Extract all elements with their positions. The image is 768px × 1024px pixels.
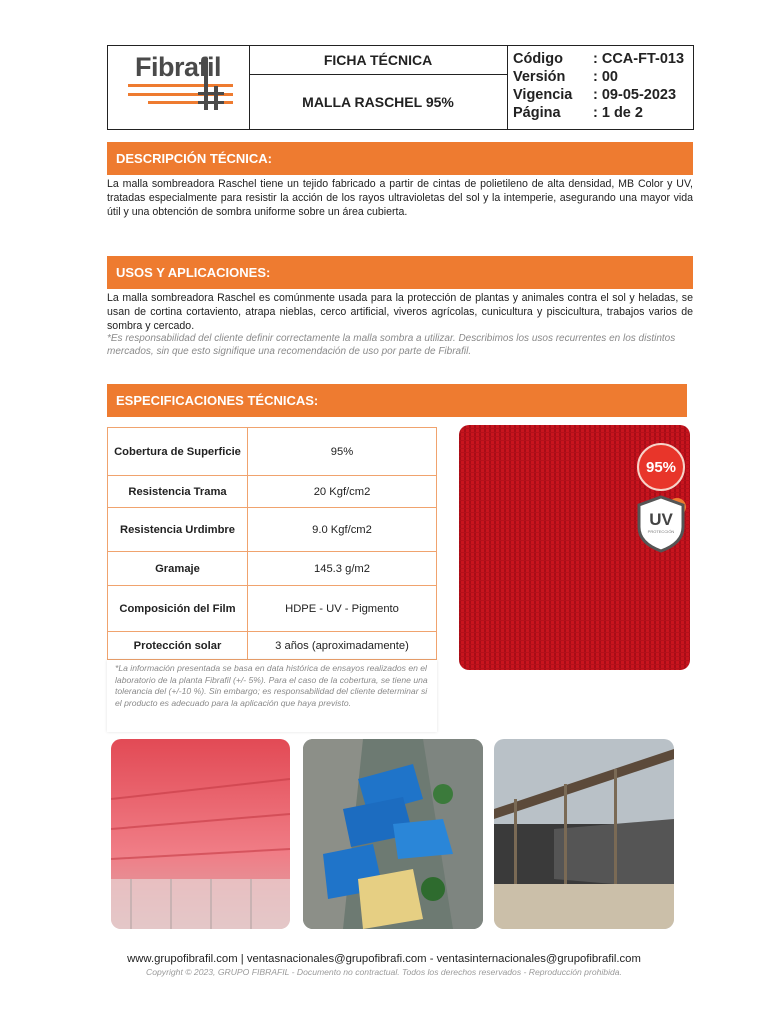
spec-label: Protección solar: [108, 632, 248, 660]
coverage-badge: 95%: [637, 443, 685, 491]
meta-key: Vigencia: [513, 87, 573, 103]
product-title: MALLA RASCHEL 95%: [302, 94, 454, 110]
table-row: [108, 552, 437, 586]
aerial-shade-sails-photo: [303, 739, 483, 929]
structure-mesh-photo: [494, 739, 674, 929]
spec-label: Resistencia Urdimbre: [108, 508, 248, 552]
usos-note: *Es responsabilidad del cliente definir correctamente la malla sombra a utilizar. Describimos los usos recurrentes en los distintos mercados, sin que esto signifique una recomendación de uso por parte de Fibrafil.: [107, 333, 676, 357]
descripcion-text: La malla sombreadora Raschel tiene un tejido fabricado a partir de cintas de polietileno de alta densidad, MB Color y UV, tratadas especialmente para resistir la acción de los rayos ultravioletas del sol y la intemperie, asegurando una mayor vida útil y una obtención de sombra uniforme sobre un área cubierta.: [107, 178, 693, 218]
spec-value: 9.0 Kgf/cm2: [248, 508, 437, 552]
document-header: [107, 45, 694, 130]
photo-black-mesh-structure: [494, 739, 674, 929]
meta-value: : 09-05-2023: [593, 87, 677, 103]
table-row: [108, 586, 437, 632]
table-row: [108, 476, 437, 508]
meta-key: Versión: [513, 69, 566, 85]
table-row: [108, 508, 437, 552]
photo-red-shade-tunnel: [111, 739, 290, 929]
meta-key: Código: [513, 51, 563, 67]
table-row: [108, 632, 437, 660]
meta-row-codigo: [513, 50, 693, 68]
meta-value: : 1 de 2: [593, 105, 643, 121]
uv-badge-sub: PROTECCIÓN: [647, 529, 675, 534]
meta-key: Página: [513, 105, 561, 121]
spec-label: Gramaje: [108, 552, 248, 586]
spec-value: HDPE - UV - Pigmento: [248, 586, 437, 632]
photo-blue-sails: [303, 739, 483, 929]
spec-note: *La información presentada se basa en data histórica de ensayos realizados en el laboratorio de la planta Fibrafil (+/- 5%). Para el caso de la cobertura, se tiene una tolerancia del (+/-10 %). Sin embargo; es responsabilidad del cliente determinar si el producto es adecuado para la aplicación que haya previsto.: [115, 663, 428, 708]
doc-meta: [513, 50, 693, 122]
logo-cell: [108, 46, 250, 129]
spec-value: 95%: [248, 428, 437, 476]
section-especificaciones-title: ESPECIFICACIONES TÉCNICAS:: [107, 384, 687, 417]
table-row: [108, 428, 437, 476]
meta-row-vigencia: [513, 86, 693, 104]
meta-value: : 00: [593, 69, 618, 85]
meta-row-pagina: [513, 104, 693, 122]
footer-contacts: www.grupofibrafil.com | ventasnacionales@grupofibrafi.com - ventasinternacionales@grupofibrafil.com: [127, 953, 641, 965]
doc-type: FICHA TÉCNICA: [249, 46, 507, 75]
spec-value: 20 Kgf/cm2: [248, 476, 437, 508]
spec-table: [107, 427, 437, 660]
spec-value: 3 años (aproximadamente): [248, 632, 437, 660]
product-mesh-image: [459, 425, 690, 670]
spec-label: Resistencia Trama: [108, 476, 248, 508]
red-shade-photo: [111, 739, 290, 929]
section-usos-title: USOS Y APLICACIONES:: [107, 256, 693, 289]
usos-text: La malla sombreadora Raschel es comúnmente usada para la protección de plantas y animales contra el sol y heladas, se usan de cortina cortaviento, atrapa nieblas, cerco artificial, viveros agrícolas, cunicultura y piscicultura, trabajos varios de sombra y cercado.: [107, 292, 693, 332]
spec-label: Composición del Film: [108, 586, 248, 632]
meta-value: : CCA-FT-013: [593, 51, 685, 67]
spec-value: 145.3 g/m2: [248, 552, 437, 586]
meta-row-version: [513, 68, 693, 86]
title-cell: [249, 46, 508, 129]
section-descripcion-title: DESCRIPCIÓN TÉCNICA:: [107, 142, 693, 175]
spec-label: Cobertura de Superficie: [108, 428, 248, 476]
logo-text: Fibrafil: [135, 52, 222, 82]
footer-copyright: Copyright © 2023, GRUPO FIBRAFIL - Documento no contractual. Todos los derechos reservados - Reproducción prohibida.: [146, 967, 622, 977]
uv-badge-label: UV: [649, 510, 673, 529]
